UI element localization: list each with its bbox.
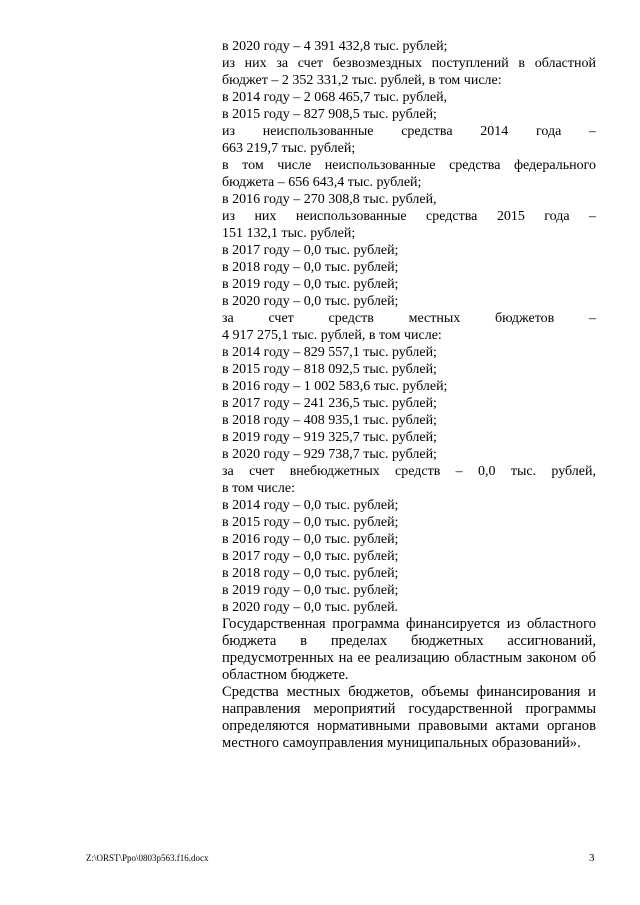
text-line: 151 132,1 тыс. рублей; (222, 226, 356, 241)
text-line: в 2014 году – 829 557,1 тыс. рублей; (222, 345, 437, 360)
text-line: в 2018 году – 0,0 тыс. рублей; (222, 260, 399, 275)
text-line: в 2017 году – 0,0 тыс. рублей; (222, 243, 399, 258)
paragraph-local-budgets: Средства местных бюджетов, объемы финансирования и направления мероприятий государственной программы определяются нормативными правовыми актами органов местного самоуправления муниципальных образований». (222, 684, 596, 751)
text-line: в 2015 году – 0,0 тыс. рублей; (222, 515, 399, 530)
text-line: в 2016 году – 1 002 583,6 тыс. рублей; (222, 379, 448, 394)
text-line: в том числе неиспользованные средства федерального (222, 158, 596, 173)
text-line: в 2020 году – 0,0 тыс. рублей. (222, 600, 399, 615)
text-line: из них за счет безвозмездных поступлений в областной (222, 56, 596, 71)
text-line: в 2014 году – 2 068 465,7 тыс. рублей, (222, 90, 448, 105)
text-line: в 2019 году – 0,0 тыс. рублей; (222, 583, 399, 598)
footer-file-path: Z:\ORST\Ppo\0803p563.f16.docx (86, 853, 209, 863)
text-line: в 2015 году – 818 092,5 тыс. рублей; (222, 362, 437, 377)
text-line: из них неиспользованные средства 2015 года – (222, 209, 596, 224)
text-line: в 2020 году – 929 738,7 тыс. рублей; (222, 447, 437, 462)
text-line: в 2016 году – 270 308,8 тыс. рублей, (222, 192, 437, 207)
text-line: в 2017 году – 241 236,5 тыс. рублей; (222, 396, 437, 411)
paragraph-financing: Государственная программа финансируется из областного бюджета в пределах бюджетных ассигнований, предусмотренных на ее реализацию областным законом об областном бюджете. (222, 616, 596, 683)
text-line: 663 219,7 тыс. рублей; (222, 141, 356, 156)
text-line: в 2018 году – 408 935,1 тыс. рублей; (222, 413, 437, 428)
text-line: бюджета – 656 643,4 тыс. рублей; (222, 175, 422, 190)
text-line: в 2017 году – 0,0 тыс. рублей; (222, 549, 399, 564)
text-line: в 2014 году – 0,0 тыс. рублей; (222, 498, 399, 513)
text-line: в 2020 году – 0,0 тыс. рублей; (222, 294, 399, 309)
text-line: за счет средств местных бюджетов – (222, 311, 596, 326)
text-line: в том числе: (222, 481, 295, 496)
text-line: в 2018 году – 0,0 тыс. рублей; (222, 566, 399, 581)
document-body (222, 38, 596, 752)
page-number: 3 (589, 852, 595, 864)
text-line: в 2015 году – 827 908,5 тыс. рублей; (222, 107, 437, 122)
text-line: из неиспользованные средства 2014 года – (222, 124, 596, 139)
text-line: в 2016 году – 0,0 тыс. рублей; (222, 532, 399, 547)
text-line: в 2019 году – 0,0 тыс. рублей; (222, 277, 399, 292)
text-line: за счет внебюджетных средств – 0,0 тыс. рублей, (222, 464, 596, 479)
text-line: в 2020 году – 4 391 432,8 тыс. рублей; (222, 39, 448, 54)
text-line: бюджет – 2 352 331,2 тыс. рублей, в том числе: (222, 73, 502, 88)
text-line: в 2019 году – 919 325,7 тыс. рублей; (222, 430, 437, 445)
text-line: 4 917 275,1 тыс. рублей, в том числе: (222, 328, 442, 343)
